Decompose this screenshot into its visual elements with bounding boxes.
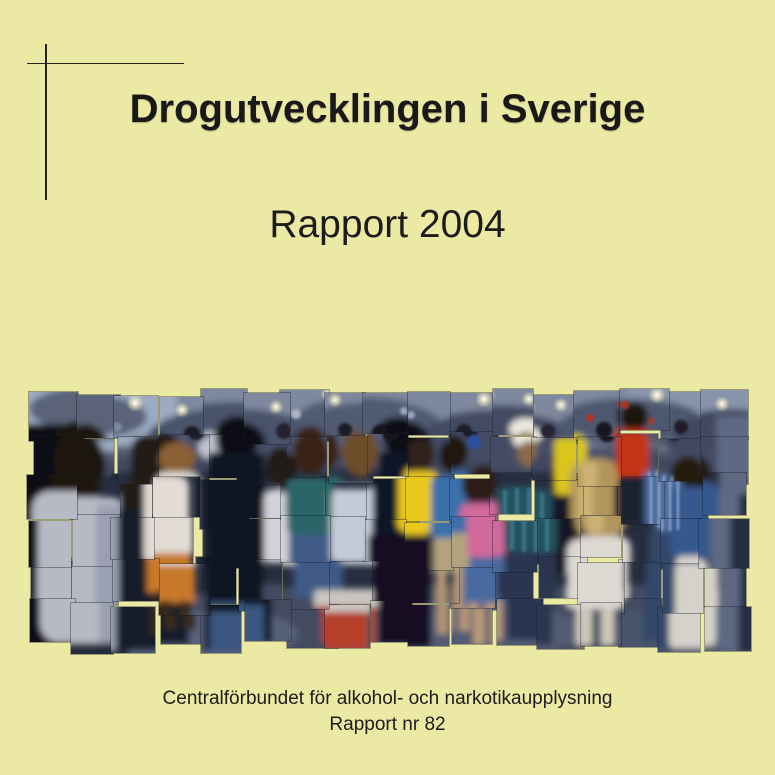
mosaic-tile [452,517,495,567]
mosaic-tile [491,437,536,478]
mosaic-tile [281,516,330,562]
mosaic-tile [29,521,71,567]
mosaic-tile [244,393,290,444]
report-title: Drogutvecklingen i Sverige [129,87,646,131]
mosaic-tile [703,473,746,515]
mosaic-tile [701,390,748,439]
mosaic-tile [578,437,621,486]
mosaic-tile [201,389,247,436]
mosaic-tile [574,391,620,440]
mosaic-tile [371,601,412,642]
mosaic-tile [71,603,113,654]
mosaic-tile [27,475,77,519]
mosaic-tile [363,520,406,561]
mosaic-tile [328,560,372,607]
mosaic-tile [405,523,453,570]
mosaic-tile [581,603,621,646]
mosaic-tile [618,434,658,479]
mosaic-tile [281,478,325,519]
mosaic-tile [658,607,700,652]
mosaic-tile [539,557,580,598]
mosaic-tile [160,397,203,438]
mosaic-tile [408,392,450,435]
mosaic-tile [200,480,249,529]
mosaic-tile [245,600,291,641]
mosaic-tile [659,439,705,481]
mosaic-tile [159,564,210,615]
mosaic-tile [705,607,751,651]
mosaic-tile [493,389,533,435]
mosaic-tile [452,604,492,644]
crowd-photo-collage [31,393,745,645]
mosaic-tile [111,607,155,653]
mosaic-tile [493,521,537,572]
mosaic-tile [74,439,114,484]
mosaic-tile [581,516,621,557]
mosaic-tile [329,436,373,483]
mosaic-tile [29,392,78,441]
mosaic-tile [661,477,708,524]
report-number: Rapport nr 82 [329,714,446,735]
mosaic-tile [535,480,583,521]
mosaic-tile [490,473,531,514]
mosaic-tile [114,396,158,437]
mosaic-tile [111,518,154,559]
mosaic-tile [532,438,576,480]
mosaic-tile [70,479,120,519]
mosaic-tile [363,393,409,434]
mosaic-tile [72,562,118,605]
cross-horizontal-line [27,63,184,65]
mosaic-tile [661,519,701,569]
mosaic-tile [153,515,193,566]
publisher-footer [0,686,775,738]
mosaic-tile [537,605,584,649]
mosaic-tile [620,389,669,430]
report-subtitle: Rapport 2004 [269,203,506,246]
mosaic-tile [663,564,703,613]
mosaic-tile [368,434,408,476]
mosaic-tile [699,519,749,568]
mosaic-tile [406,477,454,521]
mosaic-tile [619,599,662,647]
publisher-name: Centralförbundet för alkohol- och narkotikaupplysning [162,688,613,709]
mosaic-tile [618,477,664,524]
mosaic-tile [159,435,209,483]
mosaic-tile [325,605,370,648]
mosaic-tile [30,599,75,642]
mosaic-tile [408,605,449,646]
mosaic-tile [705,565,746,607]
mosaic-tile [325,393,365,440]
mosaic-tile [113,559,159,601]
mosaic-tile [153,477,200,517]
